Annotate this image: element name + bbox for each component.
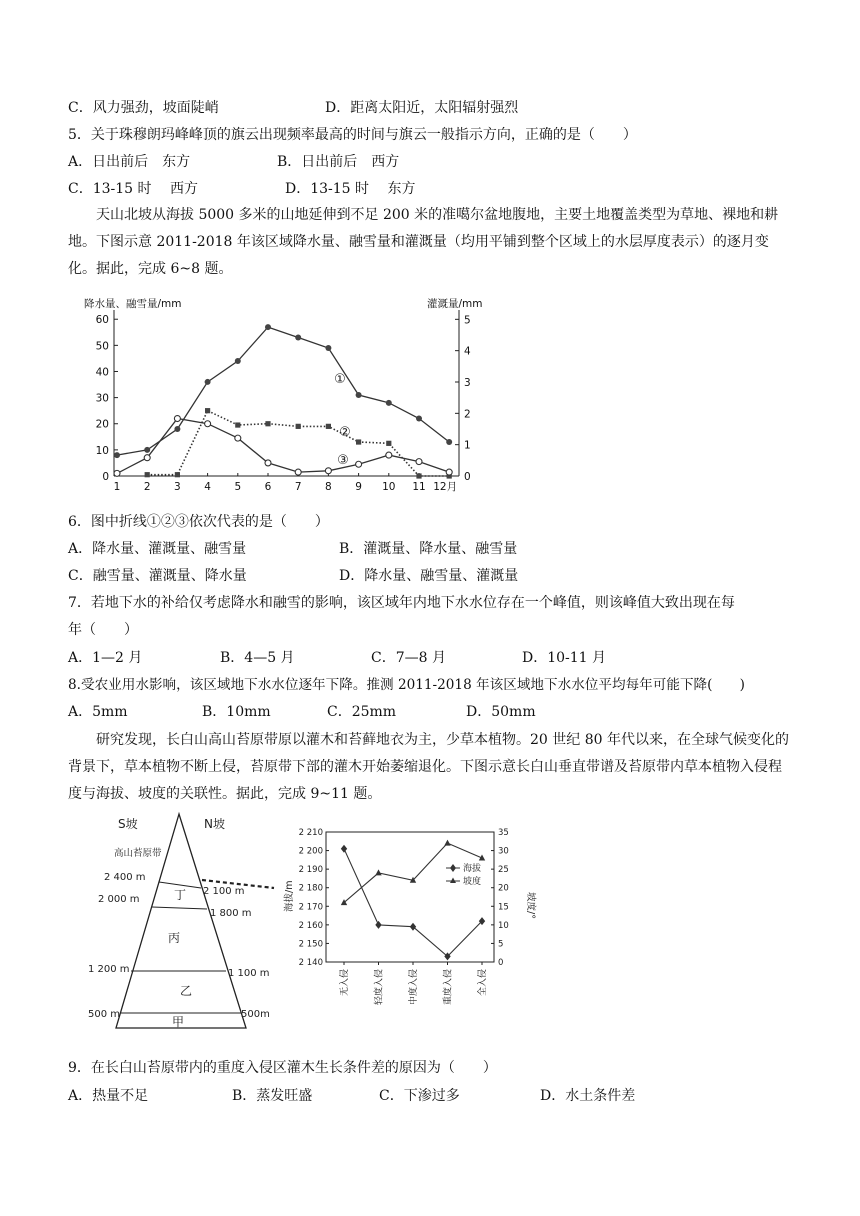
series-3-point bbox=[295, 469, 301, 475]
chart2-right-tick-label: 35 bbox=[498, 828, 509, 838]
passage-changbai: 研究发现，长白山高山苔原带原以灌木和苔藓地衣为主，少草本植物。20 世纪 80 年代以来，在全球气候变化的背景下，草本植物不断上侵，苔原带下部的灌木开始萎缩退化。下图示意长白山垂直带谱及苔原带内草本植物入侵程度与海拔、坡度的关联性。据此，完成 9~11 题。 bbox=[68, 732, 789, 802]
height-right-500: 500m bbox=[241, 1009, 270, 1020]
y-left-tick-label: 10 bbox=[95, 444, 109, 457]
series-1-point bbox=[235, 358, 241, 364]
y-right-tick-label: 5 bbox=[464, 314, 471, 327]
q4-option-c: C．风力强劲，坡面陡峭 bbox=[68, 100, 219, 116]
chart2-left-tick-label: 2 160 bbox=[298, 920, 323, 931]
x-tick-label: 5 bbox=[234, 481, 242, 493]
y-right-tick-label: 4 bbox=[464, 345, 471, 358]
zone-bing: 丙 bbox=[168, 931, 181, 945]
series-3-point bbox=[325, 468, 331, 474]
series-1-point bbox=[446, 439, 452, 445]
series-3-point bbox=[356, 461, 362, 467]
passage-tianshan: 天山北坡从海拔 5000 多米的山地延伸到不足 200 米的准噶尔盆地腹地，主要土地覆盖类型为草地、裸地和耕地。下图示意 2011-2018 年该区域降水量、融雪量和灌溉量（均用平铺到整个区域上的水层厚度表示）的逐月变化。据此，完成 6~8 题。 bbox=[68, 207, 779, 277]
chart2-left-tick-label: 2 170 bbox=[298, 902, 323, 913]
series-2-point bbox=[416, 473, 421, 478]
y-left-tick-label: 40 bbox=[95, 366, 109, 379]
boundary-ding-bing bbox=[152, 907, 207, 909]
series-1-point bbox=[356, 392, 362, 398]
chart2-left-tick-label: 2 150 bbox=[298, 939, 323, 950]
y-left-tick-label: 20 bbox=[95, 418, 109, 431]
slope-point bbox=[375, 869, 381, 875]
chart2-right-tick-label: 10 bbox=[498, 920, 509, 931]
x-tick-label: 4 bbox=[204, 481, 211, 493]
legend-altitude-label: 海拔 bbox=[463, 864, 482, 874]
y-right-tick-label: 2 bbox=[464, 408, 471, 421]
series-1-point bbox=[386, 400, 392, 406]
series-label-2: ② bbox=[339, 425, 351, 440]
x-tick-label: 2 bbox=[143, 481, 151, 493]
x-tick-label: 9 bbox=[355, 481, 362, 493]
x-tick-label: 8 bbox=[325, 481, 332, 493]
q5-option-c: C．13-15 时 西方 bbox=[68, 181, 198, 197]
series-line-3 bbox=[117, 419, 449, 474]
series-2-point bbox=[175, 472, 180, 477]
y-left-tick-label: 50 bbox=[95, 340, 109, 353]
x-tick-label: 1 bbox=[113, 481, 121, 493]
chart2-left-tick-label: 2 190 bbox=[298, 865, 323, 876]
q8-option-b: B．10mm bbox=[202, 704, 271, 720]
altitude-line bbox=[344, 849, 482, 957]
q6-option-a: A．降水量、灌溉量、融雪量 bbox=[68, 541, 247, 557]
chart2-x-tick-label: 重度入侵 bbox=[443, 969, 454, 1006]
altitude-point bbox=[375, 921, 381, 929]
q7-stem-line2: 年（ ） bbox=[68, 622, 138, 638]
series-1-point bbox=[114, 452, 120, 458]
series-1-point bbox=[174, 426, 180, 432]
chart2-left-tick-label: 2 140 bbox=[298, 958, 323, 968]
series-2-point bbox=[296, 424, 301, 429]
chart2-x-tick-label: 轻度入侵 bbox=[374, 969, 385, 1006]
y-right-tick-label: 3 bbox=[464, 376, 471, 389]
q5-stem: 5．关于珠穆朗玛峰峰顶的旗云出现频率最高的时间与旗云一般指示方向，正确的是（ ） bbox=[68, 127, 637, 143]
invasion-altitude-slope-chart bbox=[278, 820, 538, 1028]
series-2-point bbox=[265, 421, 270, 426]
series-3-point bbox=[416, 459, 422, 465]
q8-option-a: A．5mm bbox=[68, 704, 128, 720]
q6-option-c: C．融雪量、灌溉量、降水量 bbox=[68, 568, 247, 584]
chart2-x-tick-label: 中度入侵 bbox=[409, 969, 419, 1006]
q4-option-d: D．距离太阳近，太阳辐射强烈 bbox=[325, 100, 519, 116]
chart2-right-axis-label: 坡度/° bbox=[525, 892, 536, 919]
q6-stem: 6．图中折线①②③依次代表的是（ ） bbox=[68, 514, 329, 530]
x-tick-label: 11 bbox=[412, 481, 426, 493]
q9-option-d: D．水土条件差 bbox=[540, 1088, 636, 1104]
chart2-right-tick-label: 25 bbox=[498, 865, 509, 876]
x-tick-label: 7 bbox=[294, 481, 302, 493]
q7-option-c: C．7—8 月 bbox=[371, 650, 446, 666]
x-tick-label: 10 bbox=[382, 481, 396, 493]
q9-option-b: B．蒸发旺盛 bbox=[232, 1088, 313, 1104]
s-slope-label: S坡 bbox=[118, 817, 138, 831]
q8-option-c: C．25mm bbox=[327, 704, 397, 720]
q5-option-d: D．13-15 时 东方 bbox=[285, 181, 416, 197]
chart2-left-axis-label: 海拔/m bbox=[284, 880, 295, 912]
right-axis-label: 灌溉量/mm bbox=[427, 298, 483, 310]
q7-stem-line1: 7．若地下水的补给仅考虑降水和融雪的影响，该区域年内地下水水位存在一个峰值，则该峰值大致出现在每 bbox=[68, 595, 735, 611]
zone-yi: 乙 bbox=[180, 984, 193, 998]
chart2-x-tick-label: 全入侵 bbox=[478, 969, 488, 997]
series-2-point bbox=[356, 439, 361, 444]
n-slope-label: N坡 bbox=[204, 817, 225, 831]
chart2-left-tick-label: 2 200 bbox=[298, 846, 323, 857]
series-label-1: ① bbox=[334, 372, 346, 387]
vertical-zonation-diagram bbox=[84, 808, 284, 1038]
series-1-point bbox=[295, 335, 301, 341]
y-left-tick-label: 30 bbox=[95, 392, 109, 405]
series-3-point bbox=[235, 435, 241, 441]
y-right-tick-label: 1 bbox=[464, 439, 471, 452]
series-2-point bbox=[386, 441, 391, 446]
height-left-2000: 2 000 m bbox=[98, 894, 140, 905]
height-right-1800: 1 800 m bbox=[210, 908, 252, 919]
water-balance-chart bbox=[76, 294, 496, 498]
chart2-right-tick-label: 0 bbox=[498, 958, 504, 968]
chart2-x-tick-label: 无入侵 bbox=[340, 969, 350, 997]
chart2-left-tick-label: 2 210 bbox=[298, 828, 323, 838]
q6-option-b: B．灌溉量、降水量、融雪量 bbox=[339, 541, 518, 557]
q8-option-d: D．50mm bbox=[466, 704, 536, 720]
q5-option-a: A．日出前后 东方 bbox=[68, 154, 191, 170]
series-1-point bbox=[325, 345, 331, 351]
series-label-3: ③ bbox=[337, 453, 349, 468]
height-right-1100: 1 100 m bbox=[228, 968, 270, 979]
y-left-tick-label: 60 bbox=[95, 314, 109, 327]
x-tick-label: 3 bbox=[174, 481, 181, 493]
series-line-1 bbox=[117, 327, 449, 455]
y-left-tick-label: 0 bbox=[102, 471, 109, 483]
height-left-2400: 2 400 m bbox=[104, 872, 146, 883]
chart2-right-tick-label: 5 bbox=[498, 939, 504, 950]
series-1-point bbox=[416, 416, 422, 422]
height-left-500: 500 m bbox=[88, 1009, 121, 1020]
series-1-point bbox=[205, 379, 211, 385]
series-3-point bbox=[265, 460, 271, 466]
q9-option-a: A．热量不足 bbox=[68, 1088, 149, 1104]
slope-point bbox=[444, 840, 450, 846]
altitude-point bbox=[410, 923, 416, 931]
legend-slope-label: 坡度 bbox=[463, 877, 482, 887]
chart2-left-tick-label: 2 180 bbox=[298, 883, 323, 894]
series-3-point bbox=[174, 416, 180, 422]
y-right-tick-label: 0 bbox=[464, 471, 471, 483]
q6-option-d: D．降水量、融雪量、灌溉量 bbox=[339, 568, 519, 584]
series-1-point bbox=[144, 447, 150, 453]
zone-jia: 甲 bbox=[172, 1015, 185, 1029]
q7-option-b: B．4—5 月 bbox=[220, 650, 295, 666]
tundra-label: 高山苔原带 bbox=[114, 848, 162, 859]
series-3-point bbox=[144, 455, 150, 461]
chart2-right-tick-label: 20 bbox=[498, 883, 509, 894]
left-axis-label: 降水量、融雪量/mm bbox=[84, 298, 182, 310]
chart2-right-tick-label: 30 bbox=[498, 846, 509, 857]
q9-stem: 9．在长白山苔原带内的重度入侵区灌木生长条件差的原因为（ ） bbox=[68, 1060, 497, 1076]
series-2-point bbox=[145, 472, 150, 477]
series-1-point bbox=[265, 324, 271, 330]
height-right-2100: 2 100 m bbox=[203, 886, 245, 897]
q5-option-b: B．日出前后 西方 bbox=[277, 154, 400, 170]
height-left-1200: 1 200 m bbox=[88, 964, 130, 975]
series-3-point bbox=[114, 470, 120, 476]
legend-altitude-marker bbox=[450, 864, 456, 872]
q7-option-d: D．10-11 月 bbox=[522, 650, 607, 666]
x-tick-label: 6 bbox=[264, 481, 272, 493]
chart2-right-tick-label: 15 bbox=[498, 902, 509, 913]
q9-option-c: C．下渗过多 bbox=[379, 1088, 460, 1104]
series-2-point bbox=[205, 408, 210, 413]
altitude-point bbox=[341, 845, 347, 853]
zone-ding: 丁 bbox=[174, 888, 187, 902]
q7-option-a: A．1—2 月 bbox=[68, 650, 143, 666]
x-tick-label: 12月 bbox=[433, 481, 458, 493]
series-3-point bbox=[446, 469, 452, 475]
series-2-point bbox=[235, 422, 240, 427]
series-3-point bbox=[205, 421, 211, 427]
series-2-point bbox=[326, 424, 331, 429]
legend-slope-marker bbox=[450, 878, 456, 884]
q8-stem: 8.受农业用水影响，该区域地下水水位逐年下降。推测 2011-2018 年该区域地下水水位平均每年可能下降( ) bbox=[68, 677, 745, 693]
series-3-point bbox=[386, 452, 392, 458]
